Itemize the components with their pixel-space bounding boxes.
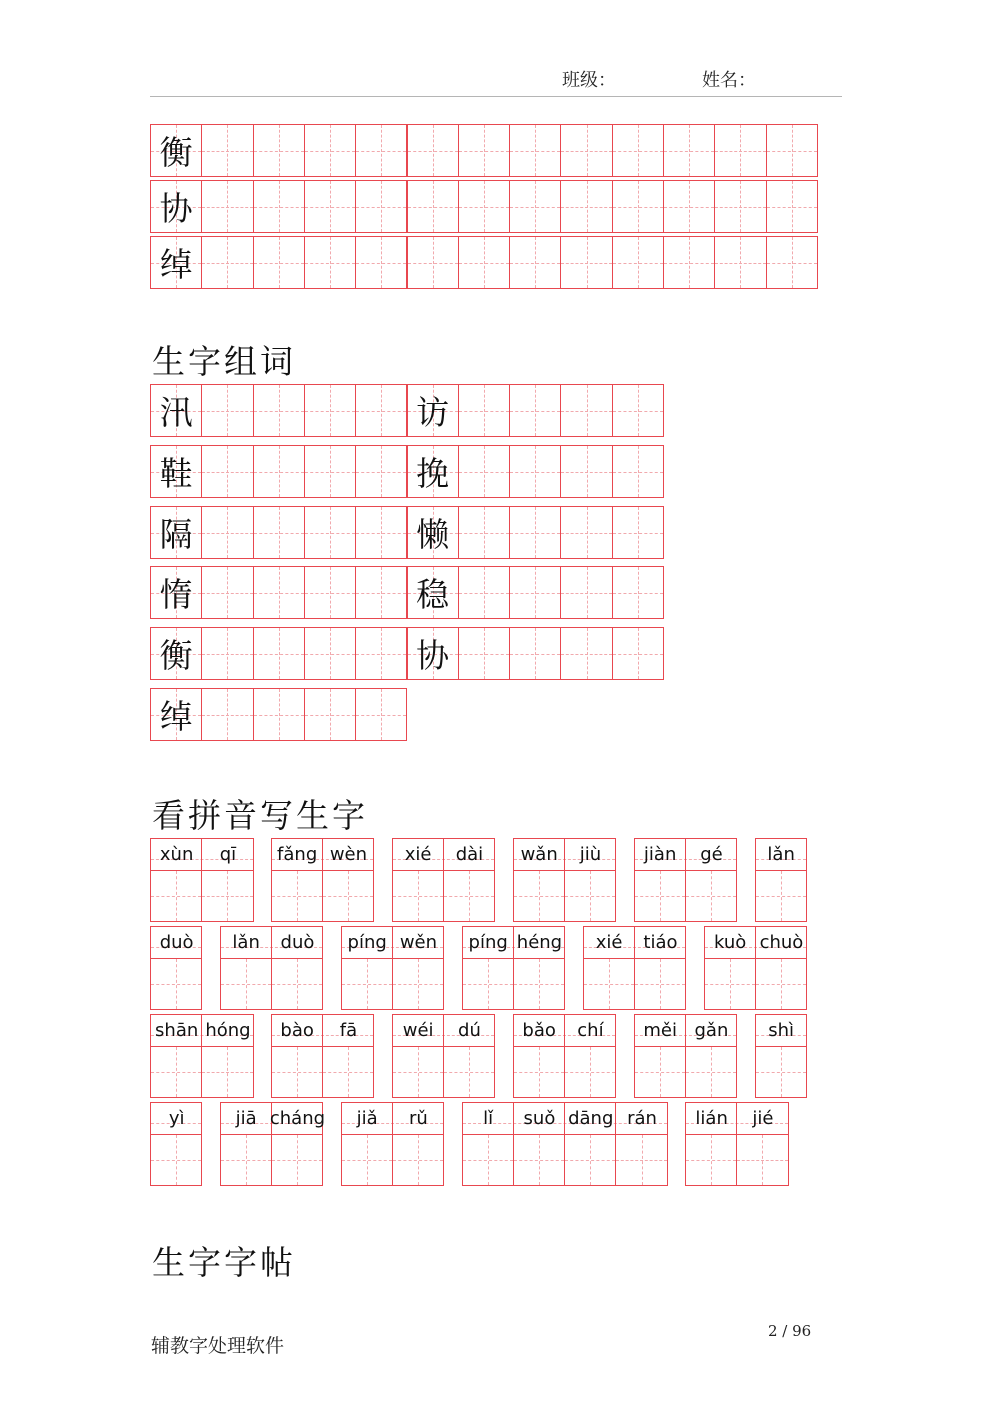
writing-cell — [304, 627, 356, 680]
writing-cell — [150, 236, 202, 289]
pinyin-syllable: qī — [219, 844, 237, 865]
writing-cell — [513, 958, 565, 1010]
pinyin-syllable: lǎn — [767, 844, 795, 865]
writing-cell — [150, 870, 202, 922]
pinyin-strip — [150, 1014, 254, 1047]
writing-cell — [458, 236, 510, 289]
pinyin-syllable: lǎn — [232, 932, 260, 953]
writing-cell — [766, 236, 818, 289]
writing-cell — [253, 445, 305, 498]
writing-cell — [407, 236, 459, 289]
writing-cell — [322, 870, 374, 922]
pinyin-syllable: wèn — [329, 844, 368, 865]
pinyin-syllable: cháng — [269, 1108, 326, 1129]
pinyin-syllable: wěn — [399, 932, 438, 953]
writing-cell — [458, 124, 510, 177]
writing-cell — [509, 506, 561, 559]
character: 稳 — [416, 575, 450, 614]
writing-cell — [304, 445, 356, 498]
writing-cell — [355, 445, 407, 498]
writing-cell — [509, 124, 561, 177]
section-title-pinyin: 看拼音写生字 — [152, 796, 368, 835]
writing-cell — [458, 445, 510, 498]
writing-cell — [253, 566, 305, 619]
pinyin-word — [755, 838, 807, 922]
character: 访 — [416, 393, 450, 432]
writing-cell — [150, 445, 202, 498]
pinyin-word — [392, 1014, 496, 1098]
pinyin-syllable: bào — [280, 1020, 314, 1041]
writing-cell — [685, 1046, 737, 1098]
pinyin-word — [634, 838, 738, 922]
pinyin-syllable: lián — [695, 1108, 728, 1129]
writing-cell — [615, 1134, 667, 1186]
character: 协 — [416, 636, 450, 675]
writing-cell — [634, 870, 686, 922]
writing-cell — [150, 1134, 202, 1186]
pinyin-syllable: tiáo — [643, 932, 678, 953]
writing-cell — [341, 958, 393, 1010]
pinyin-syllable: gǎn — [694, 1020, 729, 1041]
writing-cell — [201, 870, 253, 922]
pinyin-syllable: jié — [752, 1108, 774, 1129]
pinyin-syllable: jiǎ — [356, 1108, 378, 1129]
writing-cell — [355, 124, 407, 177]
writing-cell — [755, 958, 807, 1010]
pinyin-word — [341, 926, 445, 1010]
pinyin-syllable: wǎn — [520, 844, 558, 865]
writing-cell — [304, 180, 356, 233]
writing-cell — [271, 1046, 323, 1098]
name-label: 姓名： — [702, 70, 756, 91]
writing-cell — [560, 506, 612, 559]
writing-cell — [341, 1134, 393, 1186]
pinyin-strip — [513, 1014, 617, 1047]
writing-cell — [443, 870, 495, 922]
pinyin-syllable: dài — [455, 844, 484, 865]
character: 衡 — [159, 133, 193, 172]
pinyin-syllable: xùn — [159, 844, 194, 865]
pinyin-syllable: gé — [700, 844, 723, 865]
writing-cell — [663, 236, 715, 289]
pinyin-strip — [150, 1102, 202, 1135]
writing-cell — [253, 688, 305, 741]
writing-cell — [220, 958, 272, 1010]
writing-cell — [150, 506, 202, 559]
writing-cell — [509, 384, 561, 437]
writing-cell — [509, 445, 561, 498]
section-title-zuci: 生字组词 — [152, 342, 296, 381]
writing-cell — [201, 124, 253, 177]
writing-cell — [443, 1046, 495, 1098]
pinyin-word — [392, 838, 496, 922]
pinyin-word — [462, 1102, 668, 1186]
pinyin-strip — [634, 838, 738, 871]
writing-cell — [392, 1134, 444, 1186]
writing-cell — [766, 180, 818, 233]
writing-cell — [150, 1046, 202, 1098]
pinyin-syllable: chuò — [759, 932, 804, 953]
pinyin-word — [150, 1102, 202, 1186]
writing-cell — [560, 236, 612, 289]
writing-cell — [560, 445, 612, 498]
character: 协 — [159, 189, 193, 228]
pinyin-strip — [341, 1102, 445, 1135]
writing-cell — [663, 180, 715, 233]
pinyin-word — [271, 838, 375, 922]
pinyin-word — [583, 926, 687, 1010]
writing-cell — [407, 384, 459, 437]
writing-cell — [513, 1134, 565, 1186]
pinyin-syllable: hóng — [205, 1020, 251, 1041]
writing-cell — [322, 1046, 374, 1098]
pinyin-strip — [704, 926, 808, 959]
pinyin-strip — [755, 1014, 807, 1047]
writing-cell — [458, 566, 510, 619]
writing-cell — [714, 236, 766, 289]
writing-cell — [355, 688, 407, 741]
pinyin-strip — [150, 838, 254, 871]
writing-cell — [634, 958, 686, 1010]
writing-cell — [304, 236, 356, 289]
pinyin-syllable: duò — [280, 932, 315, 953]
writing-cell — [564, 1046, 616, 1098]
pinyin-word — [150, 926, 202, 1010]
character: 绰 — [159, 245, 193, 284]
pinyin-word — [704, 926, 808, 1010]
writing-cell — [612, 124, 664, 177]
writing-cell — [253, 180, 305, 233]
pinyin-syllable: jiàn — [643, 844, 677, 865]
pinyin-strip — [513, 838, 617, 871]
character: 绰 — [159, 697, 193, 736]
writing-cell — [407, 627, 459, 680]
writing-cell — [564, 1134, 616, 1186]
writing-cell — [355, 506, 407, 559]
pinyin-syllable: shì — [768, 1020, 795, 1041]
writing-cell — [462, 1134, 514, 1186]
pinyin-strip — [220, 926, 324, 959]
pinyin-word — [220, 926, 324, 1010]
writing-cell — [560, 627, 612, 680]
writing-cell — [458, 506, 510, 559]
writing-cell — [634, 1046, 686, 1098]
writing-cell — [755, 870, 807, 922]
writing-cell — [583, 958, 635, 1010]
writing-cell — [766, 124, 818, 177]
pinyin-strip — [150, 926, 202, 959]
pinyin-strip — [271, 838, 375, 871]
pinyin-syllable: měi — [643, 1020, 677, 1041]
writing-cell — [355, 180, 407, 233]
writing-cell — [736, 1134, 788, 1186]
character: 懒 — [416, 515, 450, 554]
writing-cell — [150, 124, 202, 177]
pinyin-strip — [462, 926, 566, 959]
pinyin-syllable: shān — [155, 1020, 199, 1041]
writing-cell — [407, 506, 459, 559]
pinyin-syllable: píng — [347, 932, 387, 953]
writing-cell — [271, 870, 323, 922]
pinyin-word — [755, 1014, 807, 1098]
writing-cell — [253, 384, 305, 437]
pinyin-syllable: fā — [339, 1020, 358, 1041]
pinyin-word — [513, 838, 617, 922]
pinyin-syllable: wéi — [402, 1020, 434, 1041]
pinyin-syllable: suǒ — [523, 1108, 556, 1129]
pinyin-word — [150, 1014, 254, 1098]
writing-cell — [560, 180, 612, 233]
writing-cell — [509, 566, 561, 619]
pinyin-strip — [392, 1014, 496, 1047]
pinyin-word — [271, 1014, 375, 1098]
pinyin-syllable: fǎng — [277, 844, 318, 865]
pinyin-strip — [685, 1102, 789, 1135]
pinyin-strip — [462, 1102, 668, 1135]
pinyin-strip — [755, 838, 807, 871]
writing-cell — [509, 236, 561, 289]
writing-cell — [458, 384, 510, 437]
writing-cell — [458, 180, 510, 233]
writing-cell — [612, 236, 664, 289]
pinyin-syllable: rǔ — [409, 1108, 428, 1129]
writing-cell — [392, 1046, 444, 1098]
character: 挽 — [416, 454, 450, 493]
character: 衡 — [159, 636, 193, 675]
pinyin-syllable: rán — [627, 1108, 657, 1129]
pinyin-word — [150, 838, 254, 922]
writing-cell — [253, 627, 305, 680]
pinyin-word — [634, 1014, 738, 1098]
writing-cell — [407, 566, 459, 619]
pinyin-word — [341, 1102, 445, 1186]
writing-cell — [304, 384, 356, 437]
pinyin-syllable: duò — [159, 932, 194, 953]
writing-cell — [150, 180, 202, 233]
character: 鞋 — [159, 454, 193, 493]
pinyin-syllable: héng — [516, 932, 563, 953]
section-title-zitie: 生字字帖 — [152, 1243, 296, 1282]
writing-cell — [704, 958, 756, 1010]
pinyin-syllable: xié — [595, 932, 623, 953]
writing-cell — [560, 566, 612, 619]
writing-cell — [150, 958, 202, 1010]
pinyin-syllable: jiā — [235, 1108, 257, 1129]
writing-cell — [755, 1046, 807, 1098]
writing-cell — [407, 445, 459, 498]
pinyin-syllable: jiù — [579, 844, 602, 865]
writing-cell — [253, 236, 305, 289]
writing-cell — [714, 124, 766, 177]
writing-cell — [201, 688, 253, 741]
pinyin-strip — [392, 838, 496, 871]
writing-cell — [513, 870, 565, 922]
writing-cell — [612, 384, 664, 437]
writing-cell — [564, 870, 616, 922]
writing-cell — [201, 445, 253, 498]
pinyin-syllable: xié — [404, 844, 432, 865]
writing-cell — [304, 566, 356, 619]
writing-cell — [513, 1046, 565, 1098]
writing-cell — [201, 1046, 253, 1098]
writing-cell — [304, 124, 356, 177]
writing-cell — [560, 384, 612, 437]
writing-cell — [201, 384, 253, 437]
writing-cell — [355, 627, 407, 680]
writing-cell — [612, 627, 664, 680]
writing-cell — [150, 688, 202, 741]
writing-cell — [304, 688, 356, 741]
pinyin-syllable: lǐ — [483, 1108, 494, 1129]
character: 汛 — [159, 393, 193, 432]
pinyin-syllable: kuò — [714, 932, 747, 953]
writing-cell — [220, 1134, 272, 1186]
writing-cell — [150, 566, 202, 619]
pinyin-word — [685, 1102, 789, 1186]
writing-cell — [201, 627, 253, 680]
pinyin-word — [220, 1102, 324, 1186]
character: 隔 — [159, 515, 193, 554]
writing-cell — [685, 870, 737, 922]
writing-cell — [407, 180, 459, 233]
writing-cell — [462, 958, 514, 1010]
pinyin-strip — [341, 926, 445, 959]
pinyin-syllable: bǎo — [522, 1020, 556, 1041]
pinyin-strip — [220, 1102, 324, 1135]
writing-cell — [612, 566, 664, 619]
writing-cell — [150, 627, 202, 680]
class-label: 班级： — [562, 70, 616, 91]
writing-cell — [355, 566, 407, 619]
header-divider — [150, 96, 842, 97]
pinyin-strip — [634, 1014, 738, 1047]
page-number: 2 / 96 — [768, 1322, 812, 1340]
pinyin-word — [462, 926, 566, 1010]
writing-cell — [509, 627, 561, 680]
writing-cell — [271, 958, 323, 1010]
character: 惰 — [159, 575, 193, 614]
pinyin-syllable: chí — [577, 1020, 604, 1041]
writing-cell — [509, 180, 561, 233]
writing-cell — [560, 124, 612, 177]
pinyin-syllable: dāng — [568, 1108, 614, 1129]
writing-cell — [612, 506, 664, 559]
writing-cell — [201, 236, 253, 289]
writing-cell — [355, 236, 407, 289]
writing-cell — [201, 506, 253, 559]
writing-cell — [201, 180, 253, 233]
writing-cell — [271, 1134, 323, 1186]
pinyin-strip — [583, 926, 687, 959]
writing-cell — [663, 124, 715, 177]
writing-cell — [407, 124, 459, 177]
writing-cell — [392, 870, 444, 922]
pinyin-syllable: dú — [458, 1020, 481, 1041]
writing-cell — [458, 627, 510, 680]
pinyin-syllable: yì — [168, 1108, 185, 1129]
writing-cell — [612, 445, 664, 498]
writing-cell — [150, 384, 202, 437]
writing-cell — [714, 180, 766, 233]
writing-cell — [355, 384, 407, 437]
writing-cell — [201, 566, 253, 619]
writing-cell — [304, 506, 356, 559]
writing-cell — [612, 180, 664, 233]
pinyin-strip — [271, 1014, 375, 1047]
writing-cell — [685, 1134, 737, 1186]
pinyin-word — [513, 1014, 617, 1098]
writing-cell — [253, 506, 305, 559]
writing-cell — [392, 958, 444, 1010]
pinyin-syllable: píng — [468, 932, 508, 953]
software-name: 辅教字处理软件 — [151, 1335, 285, 1357]
writing-cell — [253, 124, 305, 177]
